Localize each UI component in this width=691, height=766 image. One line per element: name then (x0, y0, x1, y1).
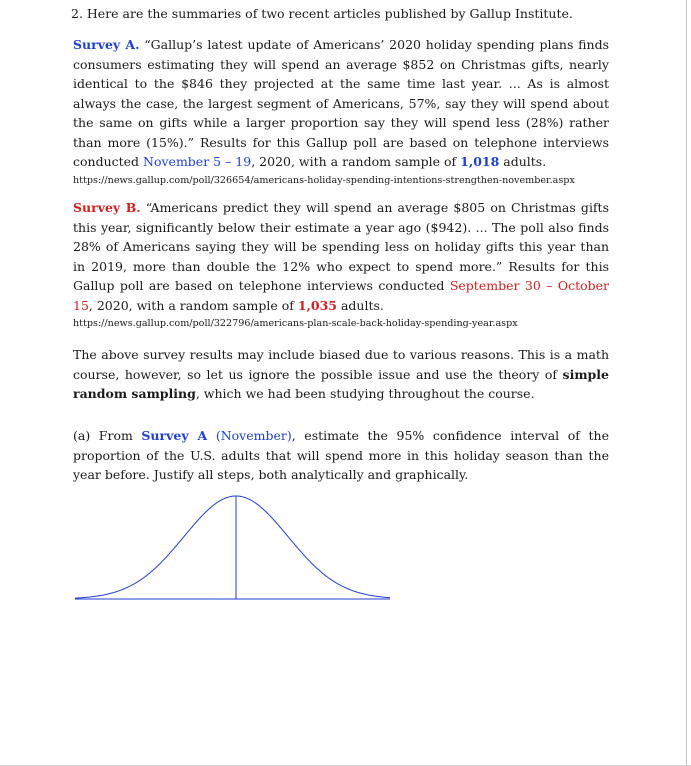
survey-a-block (73, 35, 609, 188)
note-text-1: The above survey results may include biased due to various reasons. This is a math course, however, so let us ignore the possible issue and use the theory of (73, 347, 609, 382)
note-paragraph (73, 345, 609, 404)
question-a-part: (a) From (73, 428, 142, 443)
survey-b-dates: September 30 – October 15 (73, 278, 610, 313)
question-a-paragraph (73, 426, 609, 485)
survey-b-paragraph (73, 198, 609, 315)
survey-b-block (73, 198, 609, 331)
page-edge-right (686, 0, 687, 766)
survey-b-text-1: “Americans predict they will spend an average $805 on Christmas gifts this year, significantly below their estimate a year ago ($942). ... The poll also finds 28% of Americans saying they will be spending less on holiday gifts this year than in 2019, more than double the 12% who expect to spend more.” Results for this Gallup poll are based on telephone interviews conducted (73, 200, 610, 293)
survey-b-text-3: adults. (337, 297, 384, 313)
survey-a-sample-size: 1,018 (460, 154, 500, 169)
survey-a-label: Survey A. (73, 37, 140, 52)
survey-b-url: https://news.gallup.com/poll/322796/americans-plan-scale-back-holiday-spending-year.aspx (73, 318, 518, 329)
survey-a-text-2: , 2020, with a random sample of (251, 154, 461, 169)
problem-heading: 2. Here are the summaries of two recent articles published by Gallup Institute. (71, 6, 573, 21)
survey-a-dates: November 5 – 19 (143, 154, 252, 169)
note-text-2: , which we had been studying throughout the course. (195, 386, 535, 401)
question-a-survey-ref: Survey A (141, 428, 208, 443)
question-a-text: , estimate the 95% confidence interval of the proportion of the U.S. adults that will spend more in this holiday season than the year before. Justify all steps, both analytically and graphically. (73, 428, 609, 482)
normal-curve-figure (70, 486, 400, 606)
survey-a-paragraph (73, 35, 609, 172)
survey-b-sample-size: 1,035 (297, 297, 337, 313)
question-a-block (73, 426, 609, 485)
survey-b-label: Survey B. (73, 200, 141, 215)
bell-curve (75, 496, 390, 598)
survey-b-text-2: , 2020, with a random sample of (88, 297, 298, 313)
survey-a-url: https://news.gallup.com/poll/326654/americans-holiday-spending-intentions-strengthen-november.aspx (73, 174, 575, 186)
survey-a-text-3: adults. (499, 154, 547, 169)
question-a-month-ref: (November) (215, 428, 292, 443)
note-emphasis: simple random sampling (73, 366, 609, 401)
survey-a-text-1: “Gallup’s latest update of Americans’ 2020 holiday spending plans finds consumers estimating they will spend an average $852 on Christmas gifts, nearly identical to the $846 they projected at the same time last year. ... As is almost always the case, the largest segment of Americans, 57%, say they will spend about the same on gifts while a larger proportion say they will spend less (28%) rather than more (15%).” Results for this Gallup poll are based on telephone interviews conducted (73, 37, 609, 169)
note-block (73, 345, 609, 404)
